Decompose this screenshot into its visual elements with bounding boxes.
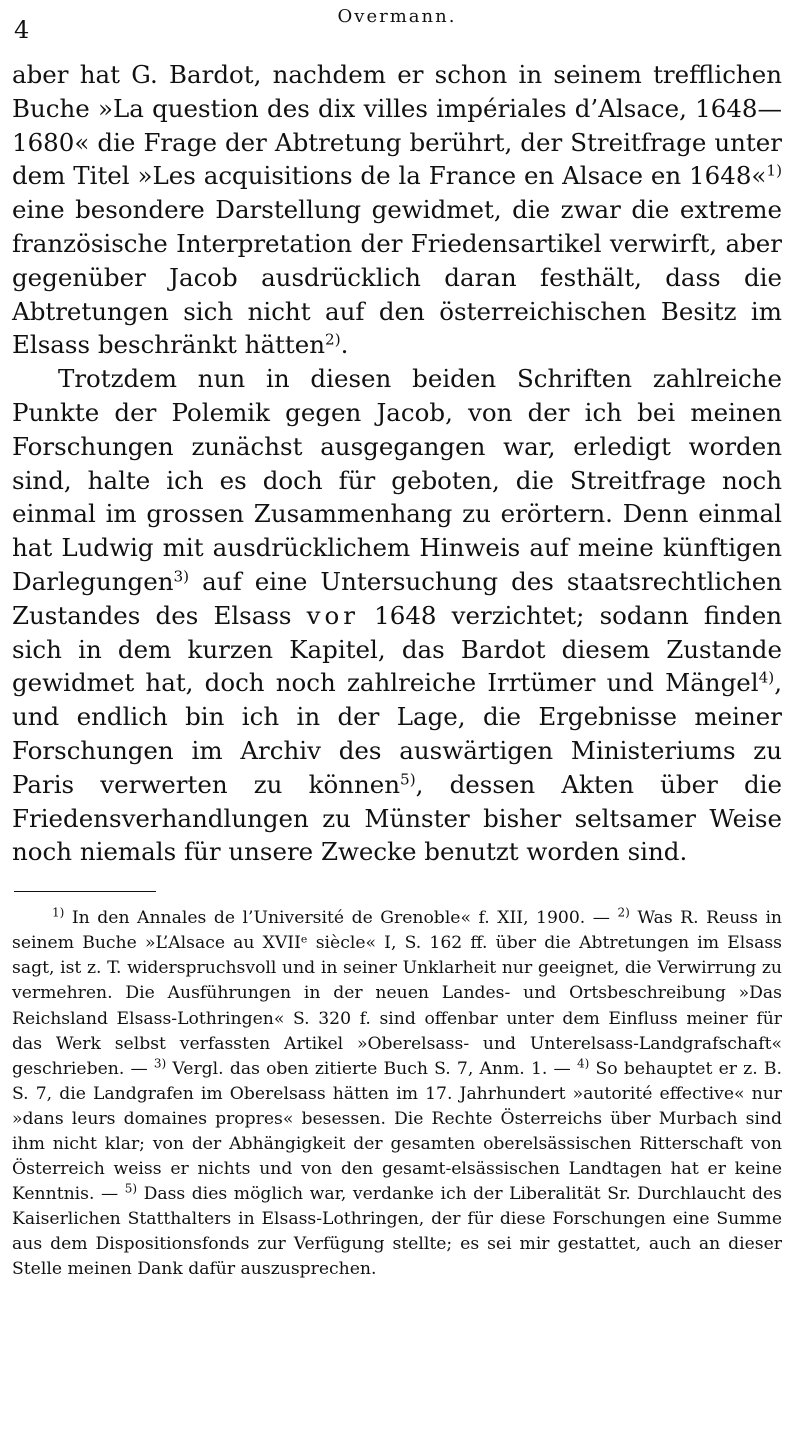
running-head: Overmann. (337, 6, 457, 27)
footnote-mark-4: 4) (576, 1056, 590, 1071)
document-page (12, 0, 782, 1283)
text-segment: eine besondere Darstellung gewidmet, die zwar die extreme französische Interpretation der Friedensartikel verwirft, aber gegenüber Jacob ausdrücklich daran festhält, dass die Abtretungen sich nicht auf den österreichischen Besitz im Elsass beschränkt hätten (12, 195, 782, 360)
main-text (12, 58, 782, 869)
footnote-mark-5: 5) (124, 1181, 138, 1196)
text-segment: . (340, 330, 349, 360)
text-segment: Trotzdem nun in diesen beiden Schriften zahlreiche Punkte der Polemik gegen Jacob, von der ich bei meinen Forschungen zunächst ausgegangen war, erledigt worden sind, halte ich es doch für geboten, die Streitfrage noch einmal im grossen Zusammenhang zu erörtern. Denn einmal hat Ludwig mit ausdrücklichem Hinweis auf meine künftigen Darlegungen (12, 364, 782, 596)
text-segment: auf eine Untersuchung des staatsrechtlichen Zustandes des Elsass (12, 566, 782, 630)
text-segment: aber hat G. Bardot, nachdem er schon in seinem trefflichen Buche »La question des dix villes impériales d’Alsace, 1648—1680« die Frage der Abtretung berührt, der Streitfrage unter dem Titel »Les acquisitions de la France en Alsace en 1648« (12, 60, 782, 191)
footnote-5: Dass dies möglich war, verdanke ich der Liberalität Sr. Durchlaucht des Kaiserlichen Statthalters in Elsass-Lothringen, der für diese Forschungen eine Summe aus dem Dispositionsfonds zur Verfügung stellte; es sei mir gestattet, auch an dieser Stelle meinen Dank dafür auszusprechen. (12, 1184, 782, 1280)
footnote-ref-1: 1) (766, 162, 782, 181)
footnote-2: Was R. Reuss in seinem Buche »L’Alsace au XVIIᵉ siècle« I, S. 162 ff. über die Abtretungen im Elsass sagt, ist z. T. widerspruchsvoll und in seiner Unklarheit nur geeignet, die Verwirrung zu vermehren. Die Ausführungen in der neuen Landes- und Ortsbeschreibung »Das Reichsland Elsass-Lothringen« S. 320 f. sind offenbar unter dem Einfluss meiner für das Werk selbst verfassten Artikel »Oberelsass- und Unterelsass-Landgrafschaft« geschrieben. — (12, 908, 783, 1079)
footnote-4: So behauptet er z. B. S. 7, die Landgrafen im Oberelsass hätten im 17. Jahrhundert »autorité effective« nur »dans leurs domaines propres« besessen. Die Rechte Österreichs über Murbach sind ihm nicht klar; von der Abhängigkeit der gesamten oberelsässischen Ritterschaft von Österreich weiss er nichts und von den gesamt-elsässischen Landtagen hat er keine Kenntnis. — (12, 1058, 782, 1205)
page-header (12, 0, 782, 58)
footnote-mark-3: 3) (153, 1056, 167, 1071)
footnote-mark-2: 2) (617, 905, 630, 920)
footnote-1: In den Annales de l’Université de Grenoble« f. XII, 1900. — (64, 908, 618, 929)
footnote-mark-1: 1) (52, 905, 65, 920)
footnote-ref-3: 3) (173, 567, 190, 586)
text-segment: , und endlich bin ich in der Lage, die Ergebnisse meiner Forschungen im Archiv des auswärtigen Ministeriums zu Paris verwerten zu können (12, 668, 782, 799)
text-segment: , dessen Akten über die Friedensverhandlungen zu Münster bisher seltsamer Weise noch niemals für unsere Zwecke benutzt worden sind. (12, 769, 782, 867)
paragraph-1 (12, 58, 782, 362)
footnote-ref-2: 2) (325, 331, 341, 350)
paragraph-2 (12, 362, 782, 869)
page-number: 4 (14, 16, 30, 44)
text-segment: 1648 verzichtet; sodann finden sich in dem kurzen Kapitel, das Bardot diesem Zustande gewidmet hat, doch noch zahlreiche Irrtümer und Mängel (12, 600, 782, 698)
footnote-3: Vergl. das oben zitierte Buch S. 7, Anm. 1. — (166, 1058, 577, 1079)
footnote-ref-5: 5) (400, 770, 416, 789)
footnote-block (12, 906, 782, 1282)
footnote-ref-4: 4) (758, 669, 775, 687)
emphasized-word: vor (306, 600, 359, 630)
footnote-divider (14, 891, 156, 892)
footnotes (12, 906, 782, 1282)
